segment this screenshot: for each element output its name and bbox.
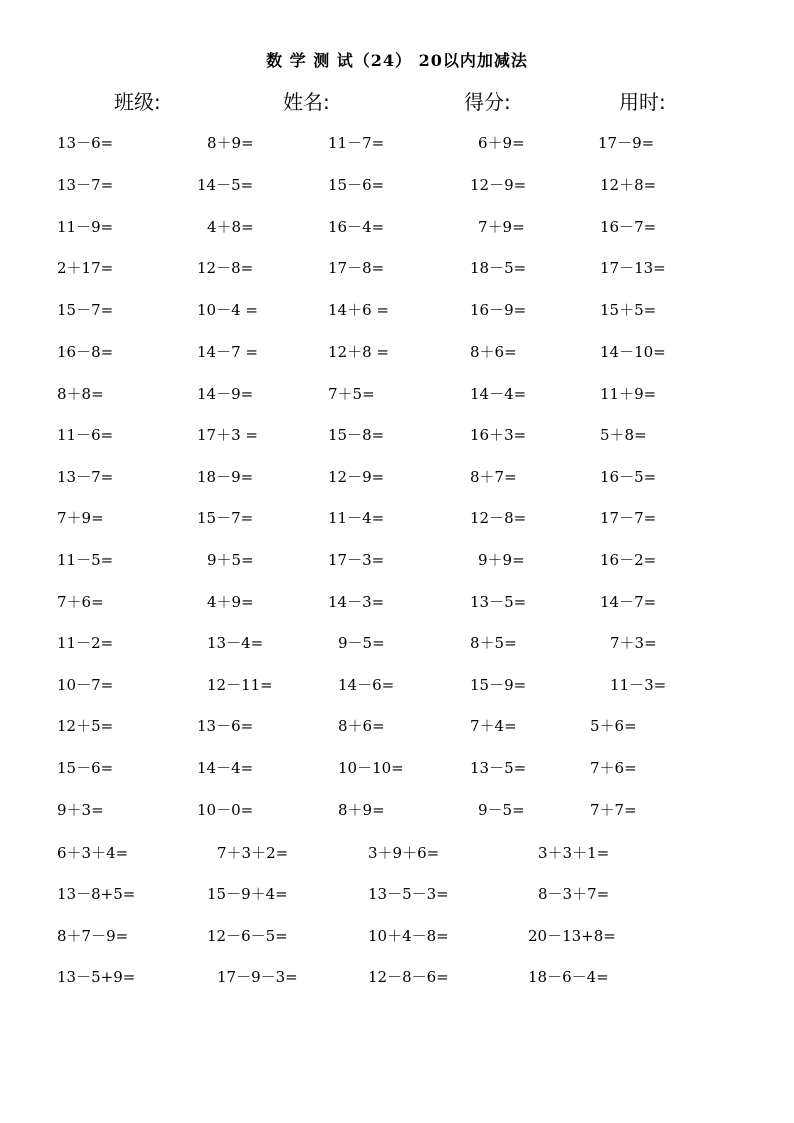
problem-r1-c4: 6＋9= (478, 134, 525, 152)
problem-r14-c2: 12－11= (207, 676, 273, 694)
problem-r15-c5: 5＋6= (590, 717, 637, 735)
problem-r7-c4: 14－4= (470, 385, 527, 403)
problem-r7-c2: 14－9= (197, 385, 254, 403)
problem-r8-c1: 11－6= (57, 426, 114, 444)
problem-r12-c5: 14－7= (600, 593, 657, 611)
problem-r11-c3: 17－3= (328, 551, 385, 569)
problem-r14-c1: 10－7= (57, 676, 114, 694)
problem-r3-c1: 11－9= (57, 218, 114, 236)
problem3-r3-c2: 12－6－5= (207, 927, 288, 945)
problem-r15-c2: 13－6= (197, 717, 254, 735)
problem3-r3-c1: 8＋7－9= (57, 927, 129, 945)
problem-r7-c5: 11＋9= (600, 385, 657, 403)
problem-r11-c5: 16－2= (600, 551, 657, 569)
problem-r6-c3: 12＋8 = (328, 343, 389, 361)
problem-r13-c1: 11－2= (57, 634, 114, 652)
problem-r10-c2: 15－7= (197, 509, 254, 527)
class-field-label: 班级: (114, 90, 161, 114)
problem-r11-c4: 9＋9= (478, 551, 525, 569)
problem-r16-c4: 13－5= (470, 759, 527, 777)
problem-r15-c1: 12＋5= (57, 717, 114, 735)
problem3-r4-c4: 18－6－4= (528, 968, 609, 986)
problem-r13-c3: 9－5= (338, 634, 385, 652)
problem3-r2-c3: 13－5－3= (368, 885, 449, 903)
problem3-r1-c2: 7＋3＋2= (217, 844, 289, 862)
problem3-r4-c1: 13－5+9= (57, 968, 136, 986)
problem-r9-c1: 13－7= (57, 468, 114, 486)
problem-r6-c1: 16－8= (57, 343, 114, 361)
problem3-r1-c4: 3＋3＋1= (538, 844, 610, 862)
problem-r12-c4: 13－5= (470, 593, 527, 611)
score-field-label: 得分: (464, 90, 511, 114)
problem-r7-c3: 7＋5= (328, 385, 375, 403)
problem-r2-c1: 13－7= (57, 176, 114, 194)
problem-r15-c4: 7＋4= (470, 717, 517, 735)
problem3-r4-c3: 12－8－6= (368, 968, 449, 986)
problem3-r3-c3: 10＋4－8= (368, 927, 449, 945)
problem-r3-c3: 16－4= (328, 218, 385, 236)
problem-r4-c4: 18－5= (470, 259, 527, 277)
problem-r4-c5: 17－13= (600, 259, 666, 277)
problem-r10-c1: 7＋9= (57, 509, 104, 527)
problem3-r1-c1: 6＋3＋4= (57, 844, 129, 862)
problem-r12-c2: 4＋9= (207, 593, 254, 611)
problem3-r3-c4: 20－13+8= (528, 927, 616, 945)
problem-r2-c4: 12－9= (470, 176, 527, 194)
problem-r2-c2: 14－5= (197, 176, 254, 194)
problem-r7-c1: 8＋8= (57, 385, 104, 403)
problem-r14-c3: 14－6= (338, 676, 395, 694)
problem-r8-c5: 5＋8= (600, 426, 647, 444)
problem-r9-c2: 18－9= (197, 468, 254, 486)
problem-r1-c1: 13－6= (57, 134, 114, 152)
problem-r13-c5: 7＋3= (610, 634, 657, 652)
problem-r10-c5: 17－7= (600, 509, 657, 527)
name-field-label: 姓名: (283, 90, 330, 114)
problem-r6-c5: 14－10= (600, 343, 666, 361)
problem-r3-c4: 7＋9= (478, 218, 525, 236)
problem3-r2-c4: 8－3＋7= (538, 885, 610, 903)
problem-r4-c2: 12－8= (197, 259, 254, 277)
problem3-r2-c1: 13－8+5= (57, 885, 136, 903)
problem-r5-c1: 15－7= (57, 301, 114, 319)
problem-r9-c5: 16－5= (600, 468, 657, 486)
problem-r10-c3: 11－4= (328, 509, 385, 527)
problem-r4-c1: 2＋17= (57, 259, 114, 277)
problem-r14-c4: 15－9= (470, 676, 527, 694)
problem-r1-c3: 11－7= (328, 134, 385, 152)
problem-r3-c5: 16－7= (600, 218, 657, 236)
problem-r5-c3: 14＋6 = (328, 301, 389, 319)
problem-r8-c4: 16＋3= (470, 426, 527, 444)
problem-r6-c2: 14－7 = (197, 343, 258, 361)
problem-r11-c2: 9＋5= (207, 551, 254, 569)
problem-r5-c5: 15＋5= (600, 301, 657, 319)
problem-r12-c1: 7＋6= (57, 593, 104, 611)
problem-r17-c1: 9＋3= (57, 801, 104, 819)
problem-r8-c2: 17＋3 = (197, 426, 258, 444)
problem-r3-c2: 4＋8= (207, 218, 254, 236)
problem-r17-c2: 10－0= (197, 801, 254, 819)
problem-r16-c5: 7＋6= (590, 759, 637, 777)
problem-r8-c3: 15－8= (328, 426, 385, 444)
problem-r9-c3: 12－9= (328, 468, 385, 486)
problem-r13-c2: 13－4= (207, 634, 264, 652)
problem-r14-c5: 11－3= (610, 676, 667, 694)
problem-r13-c4: 8＋5= (470, 634, 517, 652)
problem-r16-c2: 14－4= (197, 759, 254, 777)
problem-r11-c1: 11－5= (57, 551, 114, 569)
problem-r16-c1: 15－6= (57, 759, 114, 777)
problem-r4-c3: 17－8= (328, 259, 385, 277)
problem-r1-c5: 17－9= (598, 134, 655, 152)
problem-r16-c3: 10－10= (338, 759, 404, 777)
problem-r10-c4: 12－8= (470, 509, 527, 527)
problem-r17-c4: 9－5= (478, 801, 525, 819)
problem-r17-c3: 8＋9= (338, 801, 385, 819)
page-title: 数 学 测 试（24） 20以内加减法 (266, 51, 528, 70)
problem-r2-c3: 15－6= (328, 176, 385, 194)
problem3-r1-c3: 3＋9＋6= (368, 844, 440, 862)
problem-r17-c5: 7＋7= (590, 801, 637, 819)
problem-r2-c5: 12＋8= (600, 176, 657, 194)
problem-r9-c4: 8＋7= (470, 468, 517, 486)
problem-r12-c3: 14－3= (328, 593, 385, 611)
problem-r15-c3: 8＋6= (338, 717, 385, 735)
problem-r5-c2: 10－4 = (197, 301, 258, 319)
problem3-r2-c2: 15－9＋4= (207, 885, 288, 903)
problem-r6-c4: 8＋6= (470, 343, 517, 361)
time-field-label: 用时: (619, 90, 666, 114)
problem-r5-c4: 16－9= (470, 301, 527, 319)
problem3-r4-c2: 17－9－3= (217, 968, 298, 986)
problem-r1-c2: 8＋9= (207, 134, 254, 152)
